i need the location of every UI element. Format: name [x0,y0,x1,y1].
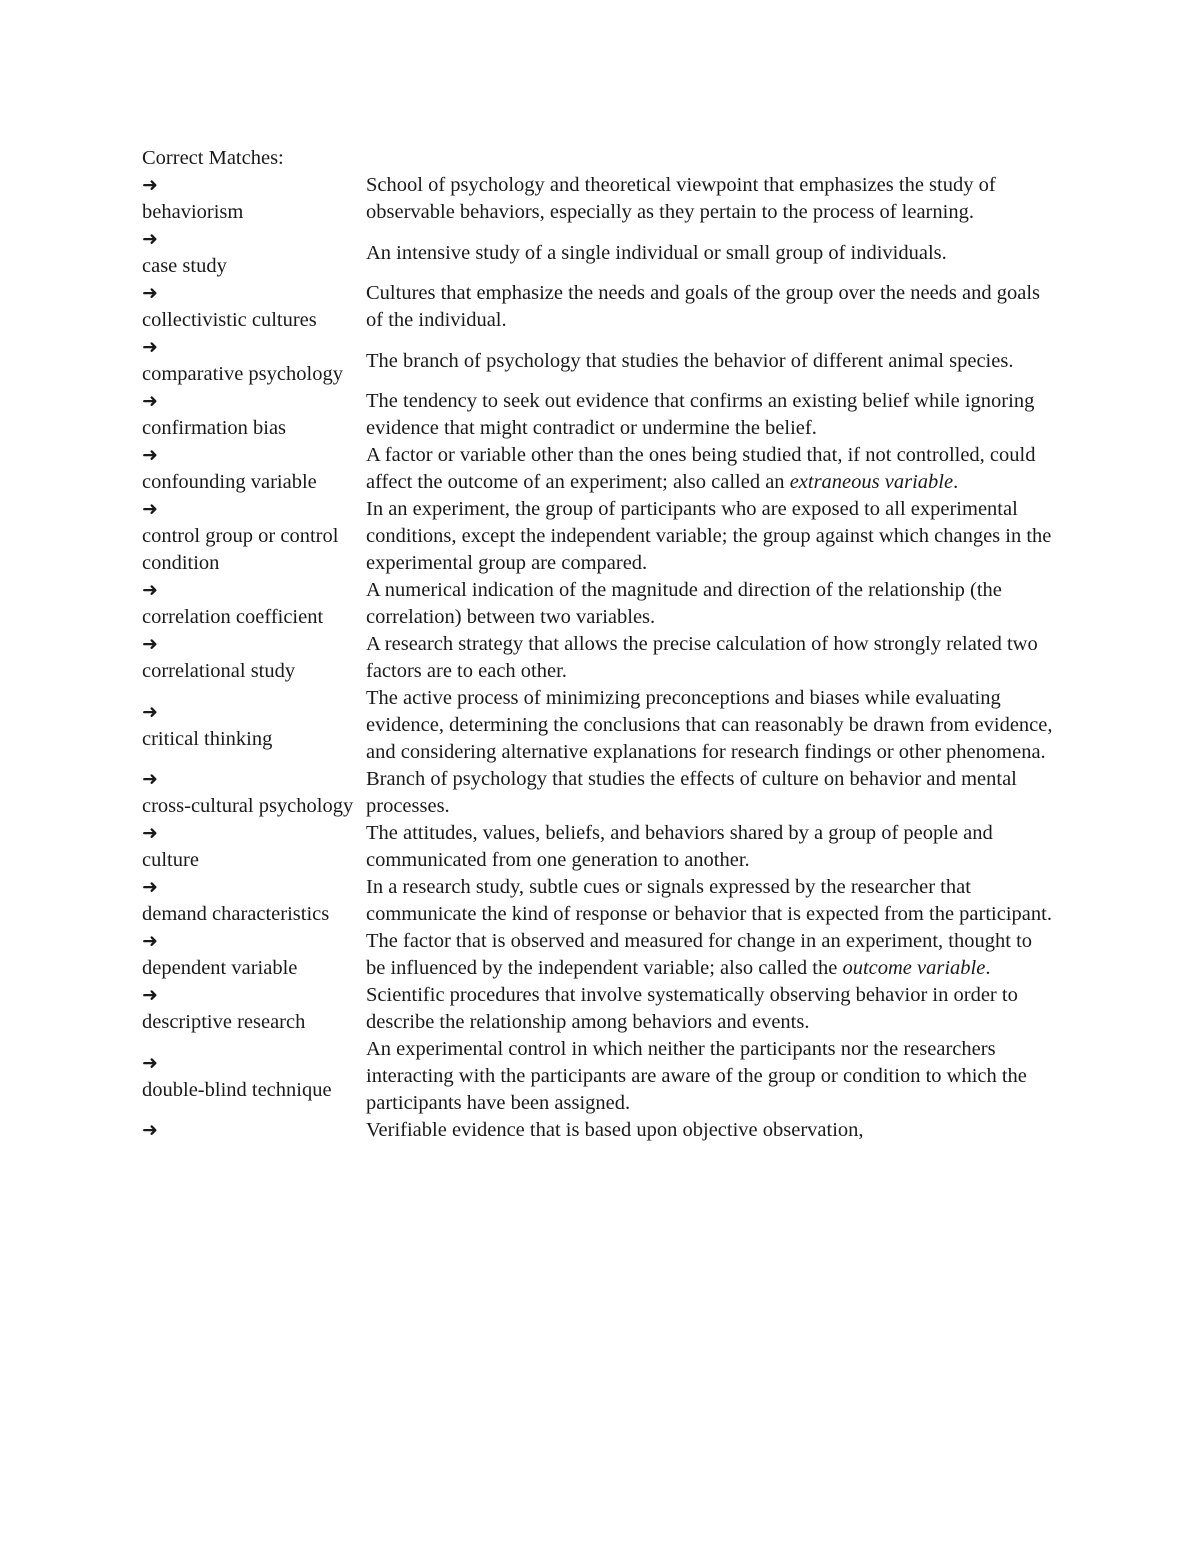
definition-cell [363,1117,1059,1144]
match-row [139,982,1059,1036]
match-row [139,631,1059,685]
definition-text: The tendency to seek out evidence that confirms an existing belief while ignoring evidence that might contradict or undermine the belief. [366,390,1035,439]
definition-cell [363,685,1059,766]
matches-table [139,172,1059,1144]
definition-cell [363,226,1059,280]
arrow-icon: ➜ [142,390,158,412]
term-cell [139,1036,363,1117]
term-cell [139,577,363,631]
definition-text: A factor or variable other than the ones being studied that, if not controlled, could affect the outcome of an experiment; also called an [366,444,1036,493]
term-text: comparative psychology [142,363,343,385]
match-row [139,1117,1059,1144]
definition-italic-term: outcome variable [842,957,986,979]
term-cell [139,874,363,928]
term-cell [139,928,363,982]
definition-cell [363,442,1059,496]
definition-text: The attitudes, values, beliefs, and behaviors shared by a group of people and communicated from one generation to another. [366,822,993,871]
term-cell [139,442,363,496]
definition-cell [363,280,1059,334]
match-row [139,496,1059,577]
definition-text: In a research study, subtle cues or signals expressed by the researcher that communicate the kind of response or behavior that is expected from the participant. [366,876,1052,925]
definition-cell [363,766,1059,820]
definition-text: A numerical indication of the magnitude and direction of the relationship (the correlation) between two variables. [366,579,1002,628]
match-row [139,820,1059,874]
arrow-icon: ➜ [142,174,158,196]
match-row [139,928,1059,982]
definition-end: . [985,957,991,979]
arrow-icon: ➜ [142,228,158,250]
term-cell [139,496,363,577]
term-text: collectivistic cultures [142,309,317,331]
definition-cell [363,388,1059,442]
term-cell [139,172,363,226]
term-text: correlation coefficient [142,606,324,628]
match-row [139,280,1059,334]
arrow-icon: ➜ [142,876,158,898]
term-text: control group or control condition [142,525,339,574]
definition-italic-term: extraneous variable [789,471,954,493]
term-text: correlational study [142,660,296,682]
arrow-icon: ➜ [142,336,158,358]
term-text: critical thinking [142,727,273,750]
arrow-icon: ➜ [142,444,158,466]
definition-text: An intensive study of a single individual or small group of individuals. [366,241,947,264]
definition-text: Branch of psychology that studies the effects of culture on behavior and mental processes. [366,768,1017,817]
match-row [139,388,1059,442]
term-text: confounding variable [142,471,317,493]
match-row [139,1036,1059,1117]
match-row [139,442,1059,496]
arrow-icon: ➜ [142,282,158,304]
match-row [139,226,1059,280]
term-cell [139,766,363,820]
definition-text: The factor that is observed and measured for change in an experiment, thought to be influenced by the independent variable; also called the [366,930,1033,979]
term-text: cross-cultural psychology [142,795,354,817]
arrow-icon: ➜ [142,633,158,655]
match-row [139,172,1059,226]
arrow-icon: ➜ [142,579,158,601]
definition-text: School of psychology and theoretical viewpoint that emphasizes the study of observable behaviors, especially as they pertain to the process of learning. [366,174,996,223]
term-text: demand characteristics [142,903,330,925]
definition-cell [363,874,1059,928]
term-text: descriptive research [142,1011,306,1033]
term-cell [139,685,363,766]
definition-cell [363,172,1059,226]
match-row [139,766,1059,820]
term-cell [139,334,363,388]
term-text: case study [142,255,227,277]
definition-cell [363,496,1059,577]
term-cell [139,1117,363,1144]
definition-text: An experimental control in which neither the participants nor the researchers interacting with the participants are aware of the group or condition to which the participants have been assigned. [366,1038,1027,1114]
definition-text: Verifiable evidence that is based upon objective observation, [366,1119,864,1141]
definition-cell [363,820,1059,874]
definition-text: The active process of minimizing preconceptions and biases while evaluating evidence, determining the conclusions that can reasonably be drawn from evidence, and considering alternative explanations for research findings or other phenomena. [366,687,1053,763]
match-row [139,685,1059,766]
definition-cell [363,1036,1059,1117]
arrow-icon: ➜ [142,768,158,790]
term-text: behaviorism [142,201,244,223]
definition-cell [363,982,1059,1036]
definition-text: The branch of psychology that studies the behavior of different animal species. [366,349,1014,372]
heading: Correct Matches: [142,147,284,169]
term-cell [139,631,363,685]
arrow-icon: ➜ [142,700,158,723]
term-text: confirmation bias [142,417,287,439]
definition-end: . [953,471,959,493]
term-cell [139,982,363,1036]
arrow-icon: ➜ [142,498,158,520]
term-text: dependent variable [142,957,298,979]
definition-cell [363,577,1059,631]
match-row [139,334,1059,388]
definition-cell [363,631,1059,685]
arrow-icon: ➜ [142,984,158,1006]
term-cell [139,226,363,280]
term-cell [139,280,363,334]
term-cell [139,820,363,874]
definition-text: Cultures that emphasize the needs and goals of the group over the needs and goals of the individual. [366,282,1041,331]
match-row [139,874,1059,928]
arrow-icon: ➜ [142,1051,158,1074]
definition-cell [363,334,1059,388]
arrow-icon: ➜ [142,822,158,844]
definition-text: Scientific procedures that involve systematically observing behavior in order to describe the relationship among behaviors and events. [366,984,1018,1033]
definition-text: A research strategy that allows the precise calculation of how strongly related two factors are to each other. [366,633,1038,682]
definition-cell [363,928,1059,982]
term-cell [139,388,363,442]
term-text: culture [142,849,199,871]
match-row [139,577,1059,631]
arrow-icon: ➜ [142,1119,158,1141]
term-text: double-blind technique [142,1078,332,1101]
definition-text: In an experiment, the group of participants who are exposed to all experimental conditions, except the independent variable; the group against which changes in the experimental group are compared. [366,498,1052,574]
arrow-icon: ➜ [142,930,158,952]
